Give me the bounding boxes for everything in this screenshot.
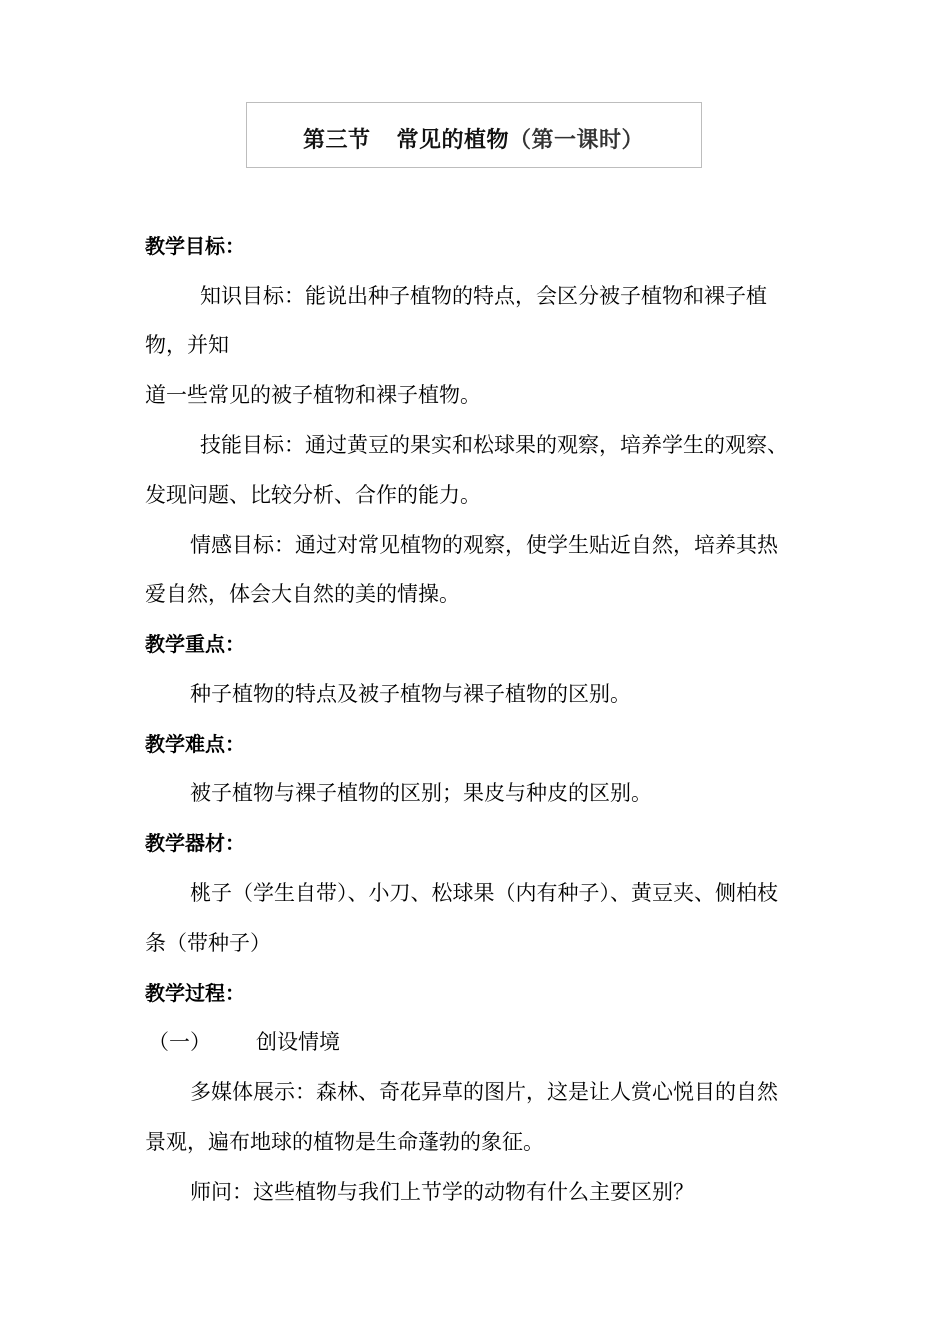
title-box <box>246 102 702 168</box>
skill-objective-line1: 技能目标：通过黄豆的果实和松球果的观察，培养学生的观察、 <box>200 433 788 457</box>
materials-heading: 教学器材： <box>145 831 245 855</box>
knowledge-objective-line1: 知识目标：能说出种子植物的特点，会区分被子植物和裸子植 <box>200 284 767 308</box>
media-line2: 景观，遍布地球的植物是生命蓬勃的象征。 <box>145 1130 544 1154</box>
objectives-heading: 教学目标： <box>145 234 245 258</box>
step1-title: 创设情境 <box>256 1030 340 1054</box>
knowledge-objective-line2: 物，并知 <box>145 333 229 357</box>
knowledge-objective-line3: 道一些常见的被子植物和裸子植物。 <box>145 383 481 407</box>
skill-objective-line2: 发现问题、比较分析、合作的能力。 <box>145 483 481 507</box>
step1-label: （一） <box>148 1030 211 1054</box>
title-topic: 常见的植物 <box>396 128 510 153</box>
title-lesson: （第一课时） <box>509 128 645 153</box>
document-title <box>303 123 644 154</box>
media-line1: 多媒体展示：森林、奇花异草的图片，这是让人赏心悦目的自然 <box>190 1080 778 1104</box>
step1 <box>148 1028 340 1056</box>
emotion-objective-line1: 情感目标：通过对常见植物的观察，使学生贴近自然，培养其热 <box>190 533 778 557</box>
materials-line1: 桃子（学生自带）、小刀、松球果（内有种子）、黄豆夹、侧柏枝 <box>190 881 778 905</box>
teacher-question: 师问：这些植物与我们上节学的动物有什么主要区别？ <box>190 1180 694 1204</box>
key-points-text: 种子植物的特点及被子植物与裸子植物的区别。 <box>190 682 631 706</box>
process-heading: 教学过程： <box>145 981 245 1005</box>
title-section-number: 第三节 <box>303 128 371 153</box>
emotion-objective-line2: 爱自然，体会大自然的美的情操。 <box>145 582 460 606</box>
materials-line2: 条（带种子） <box>145 931 271 955</box>
difficulty-heading: 教学难点： <box>145 732 245 756</box>
key-points-heading: 教学重点： <box>145 632 245 656</box>
difficulty-text: 被子植物与裸子植物的区别；果皮与种皮的区别。 <box>190 781 652 805</box>
